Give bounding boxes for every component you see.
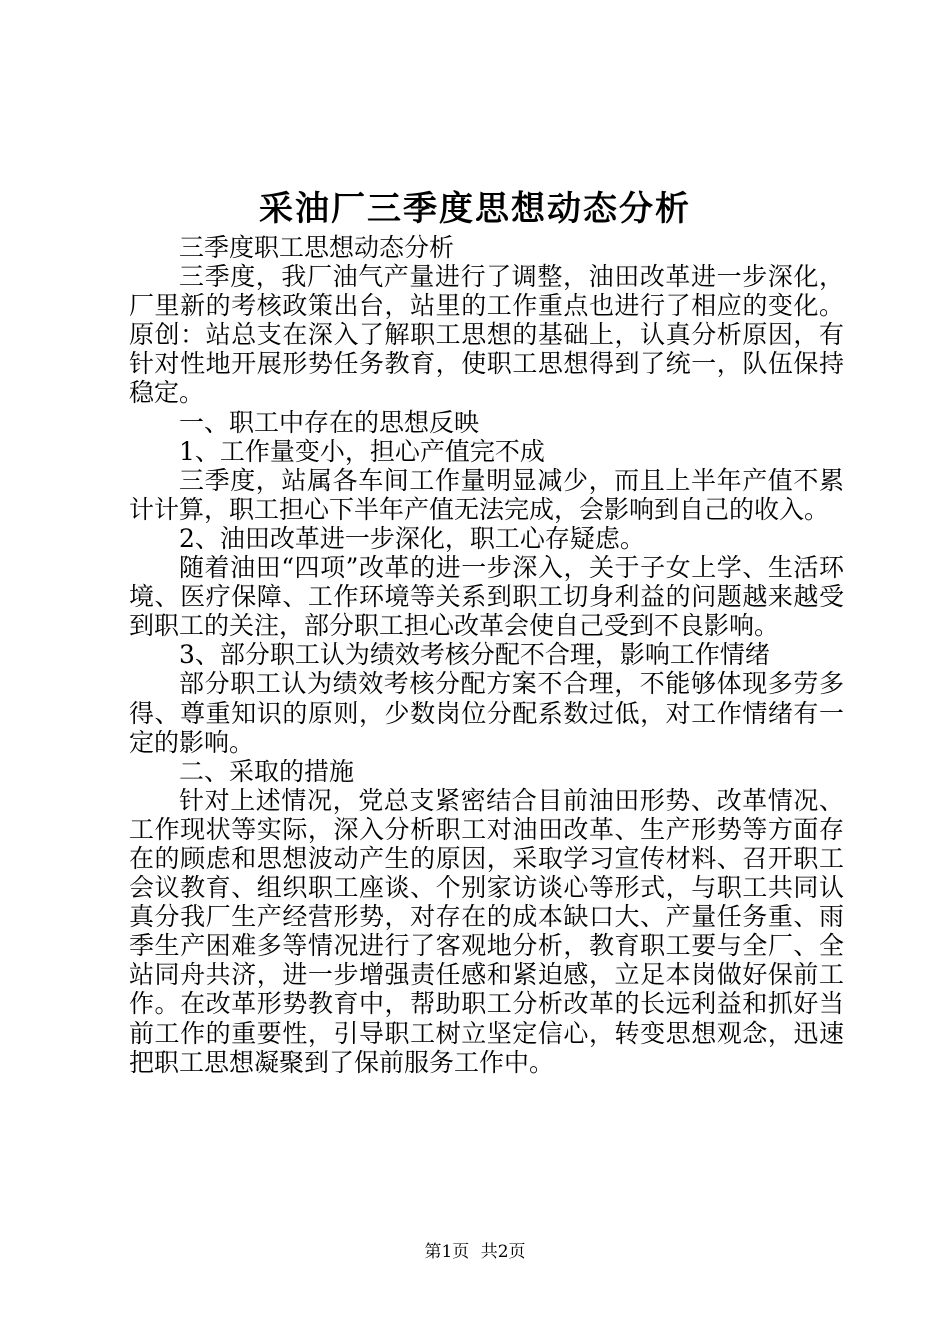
section-heading-1: 一、职工中存在的思想反映 <box>179 407 480 437</box>
paragraph-measures: 针对上述情况，党总支紧密结合目前油田形势、改革情况、工作现状等实际，深入分析职工对油田改革、生产形势等方面存在的顾虑和思想波动产生的原因，采取学习宣传材料、召开职工会议教育、组织职工座谈、个别家访谈心等形式，与职工共同认真分我厂生产经营形势，对存在的成本缺口大、产量任务重、雨季生产困难多等情况进行了客观地分析，教育职工要与全厂、全站同舟共济，进一步增强责任感和紧迫感，立足本岗做好保前工作。在改革形势教育中，帮助职工分析改革的长远利益和抓好当前工作的重要性，引导职工树立坚定信心，转变思想观念，迅速把职工思想凝聚到了保前服务工作中。 <box>129 785 844 1077</box>
page-number: 第1页 <box>424 1242 470 1262</box>
page-total: 共2页 <box>480 1242 526 1262</box>
document-title: 采油厂三季度思想动态分析 <box>259 189 691 229</box>
paragraph-subtitle: 三季度职工思想动态分析 <box>179 233 455 262</box>
section-heading-2: 二、采取的措施 <box>179 756 355 786</box>
subheading-3: 3、部分职工认为绩效考核分配不合理，影响工作情绪 <box>179 640 770 670</box>
document-body <box>129 233 844 1077</box>
subheading-2: 2、油田改革进一步深化，职工心存疑虑。 <box>179 523 645 553</box>
paragraph-intro: 三季度，我厂油气产量进行了调整，油田改革进一步深化，厂里新的考核政策出台，站里的工作重点也进行了相应的变化。原创：站总支在深入了解职工思想的基础上，认真分析原因，有针对性地开展形势任务教育，使职工思想得到了统一，队伍保持稳定。 <box>129 262 844 408</box>
subheading-1: 1、工作量变小，担心产值完不成 <box>179 436 545 466</box>
paragraph-3: 部分职工认为绩效考核分配方案不合理，不能够体现多劳多得、尊重知识的原则，少数岗位分配系数过低，对工作情绪有一定的影响。 <box>129 669 844 757</box>
paragraph-2: 随着油田“四项”改革的进一步深入，关于子女上学、生活环境、医疗保障、工作环境等关系到职工切身利益的问题越来越受到职工的关注，部分职工担心改革会使自己受到不良影响。 <box>129 553 844 641</box>
paragraph-1: 三季度，站属各车间工作量明显减少，而且上半年产值不累计计算，职工担心下半年产值无法完成，会影响到自己的收入。 <box>129 465 844 524</box>
page-footer <box>0 1241 950 1263</box>
